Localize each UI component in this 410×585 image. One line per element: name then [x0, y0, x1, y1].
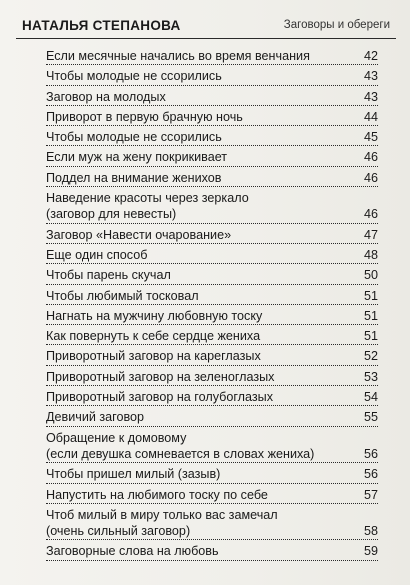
toc-entry — [46, 227, 378, 244]
toc-entry — [46, 89, 378, 106]
toc-entry-title: Чтобы любимый тосковал — [46, 288, 199, 303]
toc-entry — [46, 389, 378, 406]
toc-entry-title: Чтоб милый в миру только вас замечал — [46, 507, 278, 522]
table-of-contents — [46, 48, 378, 564]
toc-entry-page: 45 — [363, 130, 378, 145]
toc-entry-page: 46 — [363, 170, 378, 185]
toc-entry-page: 51 — [363, 329, 378, 344]
toc-entry-page: 46 — [363, 150, 378, 165]
toc-entry-page: 55 — [363, 410, 378, 425]
toc-entry-page: 52 — [363, 349, 378, 364]
toc-entry-title: Поддел на внимание женихов — [46, 170, 222, 185]
toc-entry-page: 57 — [363, 487, 378, 502]
toc-entry-page: 48 — [363, 247, 378, 262]
toc-entry-page: 54 — [363, 390, 378, 405]
toc-entry — [46, 308, 378, 325]
running-header — [16, 12, 396, 39]
toc-entry-page: 44 — [363, 109, 378, 124]
toc-entry — [46, 129, 378, 146]
toc-entry-title: Приворотный заговор на кареглазых — [46, 349, 261, 364]
toc-entry-page: 59 — [363, 544, 378, 559]
toc-entry-title: Если месячные начались во время венчания — [46, 49, 310, 63]
toc-entry-title: Заговорные слова на любовь — [46, 544, 219, 559]
toc-entry — [46, 409, 378, 426]
toc-entry — [46, 247, 378, 264]
toc-entry-title: Заговор на молодых — [46, 89, 166, 104]
toc-entry — [46, 68, 378, 85]
section-title: Заговоры и обереги — [283, 19, 390, 31]
toc-entry-title: Еще один способ — [46, 247, 148, 262]
toc-entry-page: 42 — [363, 49, 378, 63]
toc-entry — [46, 466, 378, 483]
toc-entry — [46, 348, 378, 365]
toc-entry — [46, 170, 378, 187]
toc-entry — [46, 543, 378, 560]
toc-entry — [46, 369, 378, 386]
toc-entry-page: 43 — [363, 89, 378, 104]
toc-entry-subtitle: (очень сильный заговор) — [46, 524, 191, 539]
toc-entry-page: 56 — [363, 467, 378, 482]
toc-entry-page: 43 — [363, 69, 378, 84]
toc-entry-title: Приворотный заговор на зеленоглазых — [46, 369, 275, 384]
toc-entry-title: Нагнать на мужчину любовную тоску — [46, 308, 263, 323]
toc-entry — [46, 149, 378, 166]
toc-entry-title: Наведение красоты через зеркало — [46, 191, 249, 206]
toc-entry-title: Напустить на любимого тоску по себе — [46, 487, 268, 502]
author-name: НАТАЛЬЯ СТЕПАНОВА — [22, 18, 181, 33]
toc-entry-page: 51 — [363, 308, 378, 323]
toc-entry-title: Чтобы молодые не ссорились — [46, 130, 222, 145]
toc-entry — [46, 507, 378, 541]
toc-entry — [46, 109, 378, 126]
toc-entry — [46, 48, 378, 65]
toc-entry-title: Как повернуть к себе сердце жениха — [46, 329, 261, 344]
toc-entry-title: Приворотный заговор на голубоглазых — [46, 390, 273, 405]
toc-entry-subtitle: (если девушка сомневается в словах жениха) — [46, 446, 315, 461]
toc-entry-page: 47 — [363, 227, 378, 242]
toc-entry — [46, 328, 378, 345]
toc-entry — [46, 190, 378, 224]
toc-entry-title: Если муж на жену покрикивает — [46, 150, 228, 165]
toc-entry-title: Девичий заговор — [46, 410, 145, 425]
toc-entry-title: Чтобы парень скучал — [46, 268, 171, 283]
toc-entry-subtitle: (заговор для невесты) — [46, 207, 177, 222]
toc-entry-title: Чтобы пришел милый (зазыв) — [46, 467, 221, 482]
toc-entry-page: 51 — [363, 288, 378, 303]
toc-entry — [46, 288, 378, 305]
toc-entry-page: 46 — [363, 207, 378, 222]
toc-entry-title: Приворот в первую брачную ночь — [46, 109, 243, 124]
toc-entry-page: 53 — [363, 369, 378, 384]
toc-entry-page: 50 — [363, 268, 378, 283]
toc-entry-title: Обращение к домовому — [46, 430, 187, 445]
toc-entry — [46, 430, 378, 464]
toc-entry-page: 56 — [363, 446, 378, 461]
toc-entry-title: Заговор «Навести очарование» — [46, 227, 232, 242]
toc-entry-title: Чтобы молодые не ссорились — [46, 69, 222, 84]
toc-entry — [46, 267, 378, 284]
toc-entry-page: 58 — [363, 524, 378, 539]
toc-entry — [46, 487, 378, 504]
